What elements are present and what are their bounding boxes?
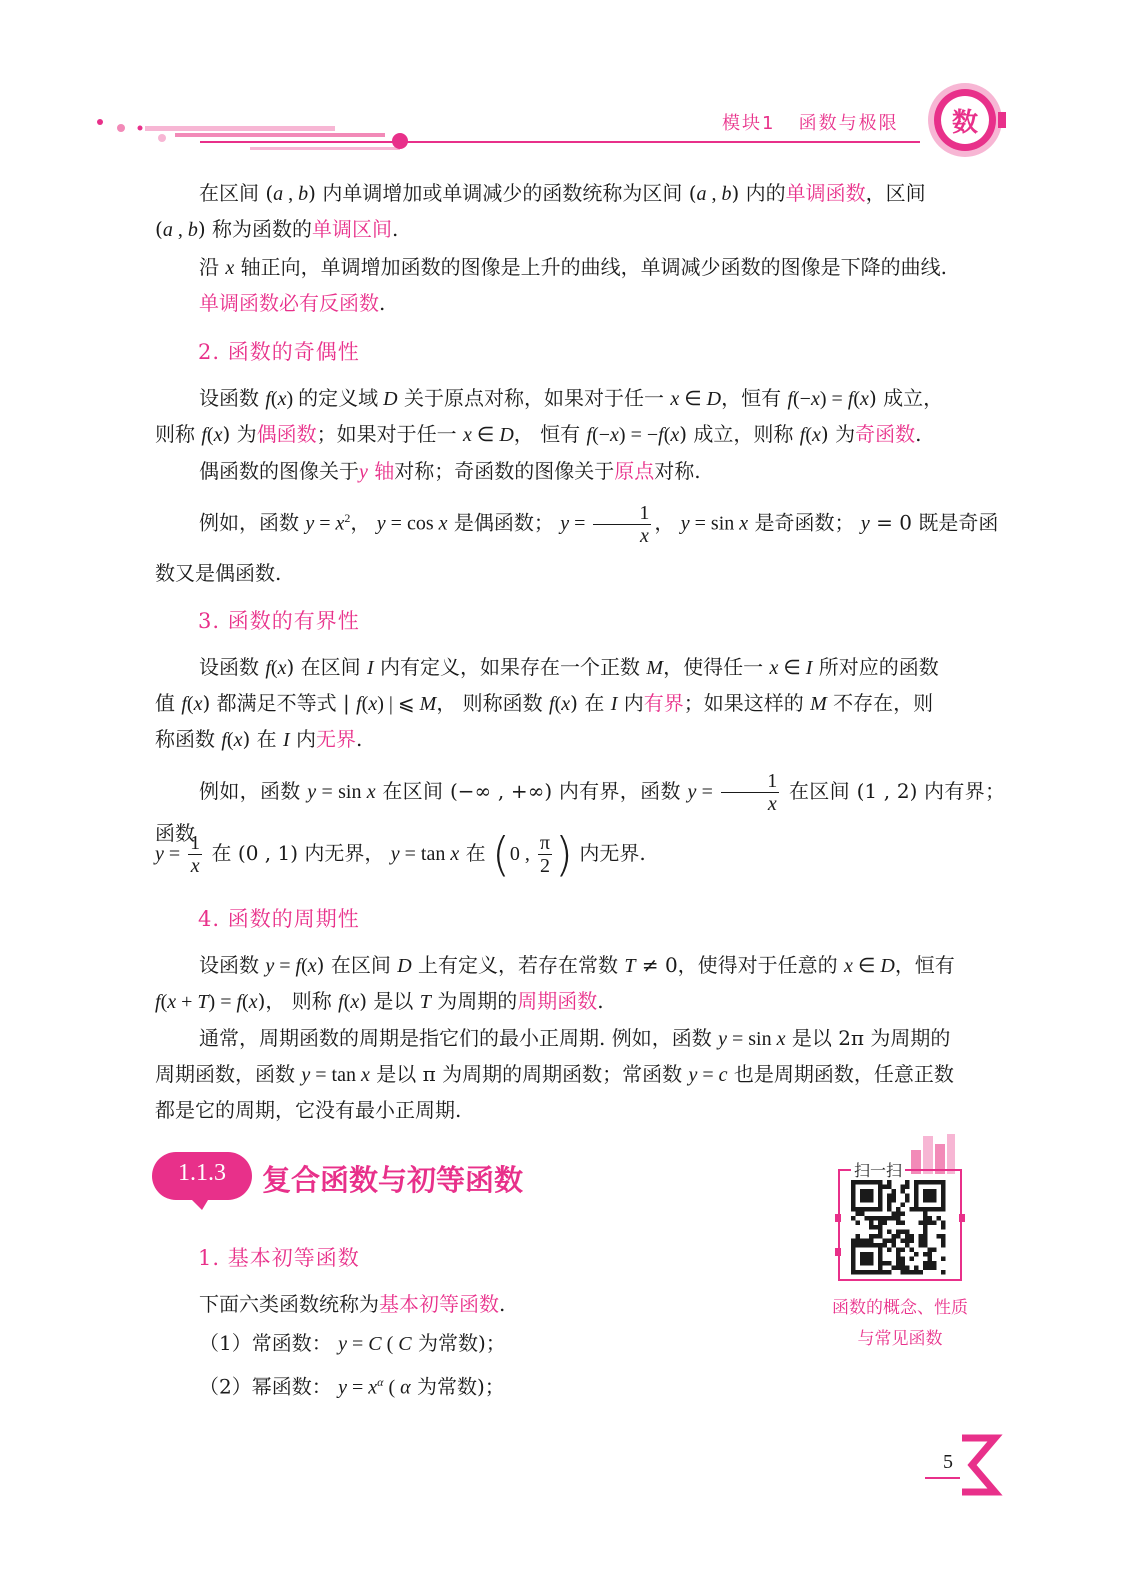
v: c	[718, 1064, 728, 1086]
para-parity-2	[155, 416, 1005, 453]
t: 下面六类函数统称为	[199, 1292, 379, 1316]
t: ) =	[208, 991, 237, 1013]
v: x	[233, 729, 243, 751]
t: 例如，函数	[199, 779, 308, 803]
t: ，	[654, 510, 681, 535]
para-bounded-1	[155, 649, 1005, 686]
v: y	[680, 512, 690, 535]
t: 是偶函数；	[447, 510, 561, 535]
t: (	[554, 693, 562, 715]
v: f	[549, 693, 555, 715]
v: x	[860, 388, 869, 410]
t: ) 都满足不等式 |	[202, 691, 357, 715]
section-number: 1.1.3	[178, 1160, 226, 1186]
t: .	[597, 989, 604, 1013]
t: ，区间	[865, 181, 926, 205]
para-parity-example-end: 数又是偶函数.	[155, 561, 282, 585]
t: ) 在	[570, 691, 611, 715]
v: I	[367, 657, 374, 679]
v: x	[335, 512, 345, 535]
para-parity-example	[155, 500, 1005, 547]
numerator: 1	[721, 770, 779, 793]
term-even-function: 偶函数	[256, 422, 317, 446]
term-basic-elementary-function: 基本初等函数	[379, 1292, 499, 1316]
t: 设函数	[199, 953, 266, 977]
t: ) =	[819, 388, 848, 410]
t: ， 恒有	[513, 422, 587, 446]
fraction	[188, 832, 202, 877]
t: ) 在区间	[286, 655, 368, 679]
t: 称函数	[155, 727, 222, 751]
numerator: 1	[190, 832, 201, 854]
term-odd-function: 奇函数	[855, 422, 916, 446]
v: x	[670, 388, 680, 410]
para-periodic-1	[155, 947, 1005, 984]
t: +	[176, 991, 198, 1013]
t: ∈	[679, 388, 707, 410]
t: 值	[155, 691, 182, 715]
term-monotonic-function: 单调函数	[785, 181, 866, 205]
term-unbounded: 无界	[316, 727, 357, 751]
heading-periodicity: 4. 函数的周期性	[198, 907, 360, 931]
t: 是以 π 为周期的周期函数；常函数	[369, 1062, 689, 1086]
v: y	[301, 1064, 311, 1086]
t: ,	[172, 219, 188, 241]
v: f	[356, 693, 362, 715]
term-origin: 原点	[614, 459, 655, 483]
v: x	[167, 991, 177, 1013]
t: （2）幂函数：	[199, 1374, 339, 1399]
qr-code[interactable]	[851, 1180, 951, 1275]
v: D	[397, 955, 412, 977]
t: .	[379, 291, 386, 315]
t: 所对应的函数	[812, 655, 939, 679]
para-bounded-3	[155, 721, 1005, 758]
v: x	[350, 991, 360, 1013]
heading-basic-elementary: 1. 基本初等函数	[198, 1246, 360, 1270]
t: 也是周期函数，任意正数	[727, 1062, 954, 1086]
header-module	[722, 109, 899, 135]
header-module-label: 模块1	[722, 113, 776, 134]
v: α	[400, 1376, 411, 1399]
section-title: 复合函数与初等函数	[262, 1163, 524, 1197]
header-chapter: 函数与极限	[798, 113, 899, 134]
list-item-power	[199, 1364, 699, 1406]
t: 则称	[155, 422, 202, 446]
t: (−	[793, 388, 811, 410]
t: 周期函数，函数	[155, 1062, 302, 1086]
header-decoration	[0, 0, 1127, 170]
t: (	[383, 1376, 401, 1399]
t: (	[226, 729, 234, 751]
t: 是以 2π 为周期的	[785, 1026, 951, 1050]
v: y	[265, 955, 275, 977]
t: ，恒有	[894, 953, 955, 977]
t: (	[853, 388, 861, 410]
v: x	[360, 1064, 370, 1086]
t: 为周期的	[430, 989, 518, 1013]
t: ) | ⩽	[377, 693, 420, 715]
big-paren-left: (	[491, 827, 510, 882]
v: y	[338, 1333, 347, 1355]
t: 是奇函数；	[748, 510, 861, 535]
t: .	[356, 727, 363, 751]
t: = sin	[689, 512, 740, 535]
term-y: y	[359, 461, 368, 483]
v: x	[248, 991, 258, 1013]
t: (	[361, 693, 369, 715]
term-monotonic-interval: 单调区间	[311, 217, 392, 241]
exponent: α	[377, 1375, 384, 1389]
t: 在 (0 , 1) 内无界，	[205, 841, 391, 865]
v: x	[844, 955, 853, 977]
v: y	[560, 512, 570, 535]
t: ) 内的	[731, 181, 786, 205]
t: (	[160, 991, 168, 1013]
v: x	[368, 693, 378, 715]
t: = sin	[726, 1028, 777, 1050]
v: D	[383, 388, 398, 410]
denominator: x	[767, 793, 777, 815]
v: y	[718, 1028, 727, 1050]
t: 内	[617, 691, 644, 715]
qr-caption-line-2: 与常见函数	[857, 1329, 943, 1349]
v: x	[213, 424, 223, 446]
t: 关于原点对称，如果对于任一	[397, 386, 671, 410]
t: 对称.	[654, 459, 701, 483]
para-bounded-2	[155, 685, 1005, 722]
t: (	[381, 1333, 399, 1355]
var-b: b	[721, 183, 732, 205]
term-periodic-function: 周期函数	[517, 989, 598, 1013]
para-parity-3	[155, 453, 1005, 490]
t: (	[242, 991, 249, 1013]
t: (	[186, 693, 194, 715]
t: =	[346, 1333, 369, 1355]
t: ) 为	[222, 422, 257, 446]
v: x	[277, 657, 287, 679]
v: x	[438, 512, 448, 535]
t: .	[915, 422, 922, 446]
t: ) 称为函数的	[197, 217, 312, 241]
para-monotonic-4	[155, 285, 1005, 321]
v: y	[860, 512, 870, 535]
denominator: x	[190, 855, 200, 877]
fraction	[593, 502, 651, 547]
v: C	[398, 1333, 412, 1355]
v: f	[847, 388, 854, 410]
t: 在区间 (	[199, 181, 274, 205]
v: I	[610, 693, 618, 715]
term-axis: 轴	[367, 459, 395, 483]
para-bounded-example-2	[155, 827, 1005, 882]
v: T	[419, 991, 431, 1013]
t: =	[696, 781, 719, 803]
qr-scan-label: 扫一扫	[851, 1158, 905, 1181]
v: I	[805, 657, 813, 679]
t: ；如果对于任一	[316, 422, 464, 446]
t: =	[163, 843, 186, 865]
var-b: b	[187, 219, 198, 241]
para-monotonic-1	[155, 175, 1005, 212]
v: x	[463, 424, 472, 446]
denominator: x	[639, 524, 649, 547]
t: 对称；奇函数的图像关于	[394, 459, 615, 483]
var-x: x	[225, 257, 235, 279]
v: M	[810, 693, 827, 715]
t: ≠ 0，使得对于任意的	[635, 953, 845, 977]
t: ，恒有	[721, 386, 788, 410]
var-a: a	[696, 183, 707, 205]
para-parity-1	[155, 380, 1005, 417]
page-number-decoration	[920, 1430, 1010, 1500]
v: x	[610, 424, 619, 446]
v: f	[799, 424, 806, 446]
v: f	[155, 991, 161, 1013]
v: x	[769, 657, 779, 679]
qr-caption	[820, 1293, 980, 1355]
v: f	[181, 693, 187, 715]
v: f	[221, 729, 227, 751]
para-periodic-3	[155, 1020, 1005, 1057]
v: x	[368, 1376, 378, 1399]
v: x	[670, 424, 680, 446]
v: y	[390, 843, 400, 865]
t: (	[805, 424, 813, 446]
t: =	[697, 1064, 719, 1086]
v: f	[265, 657, 271, 679]
v: x	[812, 424, 821, 446]
t: 内无界.	[572, 841, 646, 865]
var-a: a	[273, 183, 284, 205]
v: y	[155, 843, 164, 865]
t: ) 为	[820, 422, 856, 446]
v: D	[880, 955, 895, 977]
fraction	[721, 770, 779, 815]
t: 在区间 (1 , 2) 内有界；函数	[155, 779, 1006, 845]
v: x	[277, 388, 287, 410]
v: y	[307, 781, 317, 803]
t: ∈	[471, 424, 500, 446]
para-monotonic-2	[155, 211, 1005, 248]
t: 不存在，则	[826, 691, 934, 715]
v: x	[193, 693, 203, 715]
term-inverse-statement: 单调函数必有反函数	[199, 291, 379, 315]
t: ，	[350, 510, 377, 535]
t: 上有定义，若存在常数	[411, 953, 625, 977]
para-periodic-2	[155, 983, 1005, 1020]
v: y	[338, 1376, 347, 1399]
t: (	[343, 991, 351, 1013]
t: 0 ,	[509, 843, 535, 865]
v: M	[419, 693, 437, 715]
v: D	[499, 424, 514, 446]
t: ， 则称函数	[436, 691, 550, 715]
v: M	[646, 657, 664, 679]
v: f	[236, 991, 243, 1013]
t: （1）常函数：	[199, 1331, 339, 1355]
t: .	[391, 217, 399, 241]
t: 偶函数的图像关于	[199, 459, 359, 483]
t: (	[301, 955, 308, 977]
t: 在	[459, 841, 492, 865]
t: = tan	[310, 1064, 361, 1086]
v: T	[624, 955, 636, 977]
t: 轴正向，单调增加函数的图像是上升的曲线，单调减少函数的图像是下降的曲线.	[234, 255, 947, 279]
para-periodic-4	[155, 1056, 1005, 1093]
list-item-constant	[199, 1325, 699, 1362]
t: (	[206, 424, 214, 446]
heading-boundedness: 3. 函数的有界性	[198, 609, 360, 633]
v: f	[338, 991, 344, 1013]
t: = sin	[316, 781, 367, 803]
t: .	[499, 1292, 506, 1316]
v: x	[307, 955, 317, 977]
v: x	[561, 693, 571, 715]
t: (	[155, 217, 163, 241]
qr-caption-line-1: 函数的概念、性质	[832, 1298, 968, 1318]
var-b: b	[298, 183, 309, 205]
para-periodic-5: 都是它的周期，它没有最小正周期.	[155, 1098, 462, 1122]
t: = tan	[399, 843, 451, 865]
t: ) 成立，则称	[679, 422, 800, 446]
heading-parity: 2. 函数的奇偶性	[198, 340, 360, 364]
t: =	[314, 512, 336, 535]
page-number: 5	[943, 1451, 953, 1473]
term-bounded: 有界	[643, 691, 684, 715]
t: ；如果这样的	[683, 691, 811, 715]
t: 为常数)；	[411, 1331, 506, 1355]
t: 设函数	[199, 386, 266, 410]
t: 设函数	[199, 655, 266, 679]
var-a: a	[162, 219, 173, 241]
t: ) 的定义域	[286, 388, 384, 410]
t: = cos	[385, 512, 439, 535]
v: x	[776, 1028, 786, 1050]
t: ) 成立，	[868, 386, 944, 410]
t: ∈	[852, 955, 881, 977]
t: ) 是以	[359, 989, 420, 1013]
t: ) 内单调增加或单调减少的函数统称为区间 (	[308, 181, 697, 205]
v: x	[366, 781, 376, 803]
v: f	[787, 388, 794, 410]
v: f	[265, 388, 271, 410]
fraction	[538, 832, 552, 877]
t: 内	[289, 727, 317, 751]
t: ) = −	[618, 424, 659, 446]
t: (	[270, 657, 278, 679]
v: f	[201, 424, 207, 446]
t: ,	[283, 183, 299, 205]
big-paren-right: )	[555, 827, 573, 882]
v: f	[586, 424, 593, 446]
t: = 0 既是奇函	[869, 510, 999, 535]
t: )， 则称	[257, 989, 339, 1013]
t: 为常数)；	[410, 1374, 505, 1399]
v: y	[305, 512, 315, 535]
v: f	[658, 424, 664, 446]
t: ∈	[778, 657, 806, 679]
exponent: 2	[344, 511, 351, 525]
numerator: π	[539, 832, 551, 854]
t: (	[663, 424, 671, 446]
v: f	[295, 955, 302, 977]
t: ，使得任一	[663, 655, 770, 679]
t: ,	[706, 183, 722, 205]
v: T	[197, 991, 209, 1013]
v: D	[706, 388, 722, 410]
v: y	[687, 781, 697, 803]
numerator: 1	[593, 502, 651, 525]
v: y	[376, 512, 386, 535]
v: x	[450, 843, 460, 865]
denominator: 2	[539, 855, 550, 877]
v: y	[688, 1064, 698, 1086]
t: 内有定义，如果存在一个正数	[373, 655, 647, 679]
t: =	[346, 1376, 369, 1399]
t: ) 在区间	[316, 953, 398, 977]
header-logo-icon: 数	[951, 108, 978, 138]
v: x	[739, 512, 749, 535]
v: C	[368, 1333, 382, 1355]
v: I	[283, 729, 290, 751]
t: 例如，函数	[199, 510, 306, 535]
v: x	[810, 388, 820, 410]
t: 在区间 (−∞ , +∞) 内有界，函数	[375, 779, 688, 803]
t: =	[569, 512, 591, 535]
t: (−	[592, 424, 611, 446]
t: 沿	[199, 255, 226, 279]
t: =	[274, 955, 296, 977]
t: 通常，周期函数的周期是指它们的最小正周期. 例如，函数	[199, 1026, 719, 1050]
t: ) 在	[242, 727, 284, 751]
t: (	[270, 388, 278, 410]
para-monotonic-3	[155, 249, 1005, 286]
